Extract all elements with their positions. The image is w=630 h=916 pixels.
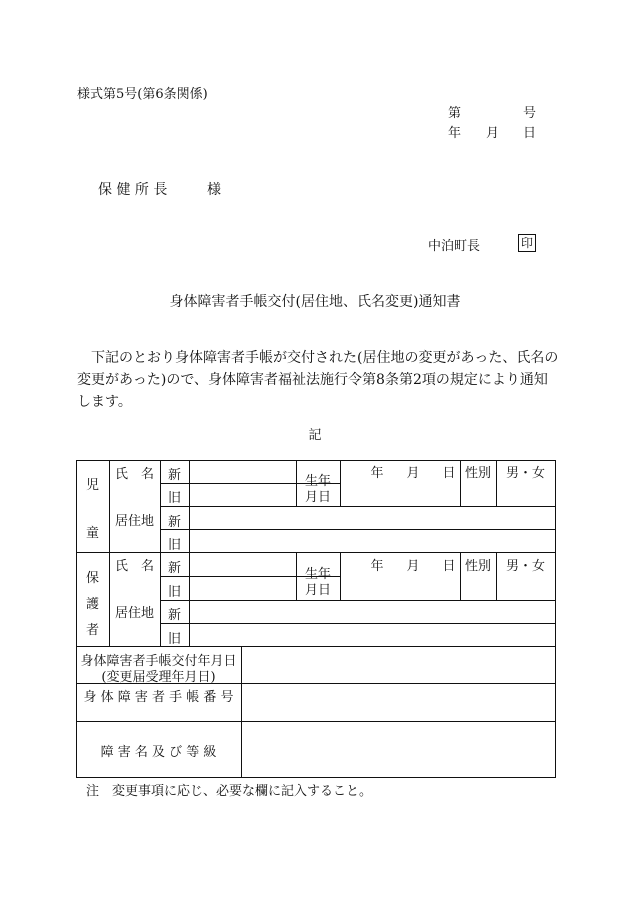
guardian-birth-label-1: 生年: [304, 567, 331, 582]
child-sex-value: 男・女: [505, 466, 545, 481]
child-label-char-2: 童: [85, 526, 99, 541]
guardian-address-label: 居住地: [114, 606, 154, 621]
table-line: [160, 506, 556, 507]
table-line: [160, 529, 556, 530]
sender-name: 中泊町長: [428, 239, 481, 254]
guardian-name-old-label: 旧: [167, 585, 181, 600]
issue-date-sublabel: (変更届受理年月日): [101, 670, 216, 685]
number-suffix: 号: [523, 106, 537, 121]
child-address-old-label: 旧: [167, 538, 181, 553]
guardian-label-char-3: 者: [85, 623, 99, 638]
footnote: 注 変更事項に応じ、必要な欄に記入すること。: [86, 784, 373, 799]
guardian-name-label: 氏 名: [114, 559, 154, 574]
guardian-birth-day: 日: [442, 559, 456, 574]
number-label: 第: [448, 106, 462, 121]
child-address-new-label: 新: [167, 515, 181, 530]
table-line: [76, 721, 556, 722]
child-name-old-label: 旧: [167, 491, 181, 506]
guardian-birth-label-2: 月日: [304, 583, 331, 598]
issue-date-label: 身体障害者手帳交付年月日: [80, 654, 237, 669]
table-line: [76, 646, 556, 647]
child-name-label: 氏 名: [114, 467, 154, 482]
date-month-label: 月: [486, 126, 500, 141]
table-line: [555, 460, 556, 778]
form-number: 様式第5号(第6条関係): [77, 87, 208, 102]
date-day-label: 日: [523, 126, 537, 141]
child-birth-year: 年: [370, 466, 384, 481]
table-line: [76, 552, 556, 553]
addressee-name: 保 健 所 長: [98, 182, 168, 198]
date-year-label: 年: [448, 126, 462, 141]
handbook-number-label: 身 体 障 害 者 手 帳 番 号: [83, 690, 234, 705]
guardian-sex-value: 男・女: [505, 559, 545, 574]
table-line: [340, 552, 341, 600]
child-birth-label-1: 生年: [304, 474, 331, 489]
guardian-address-new-label: 新: [167, 608, 181, 623]
child-sex-label: 性別: [464, 466, 491, 481]
addressee-suffix: 様: [207, 182, 221, 198]
table-line: [241, 646, 242, 778]
child-birth-day: 日: [442, 466, 456, 481]
guardian-label-char-2: 護: [85, 597, 99, 612]
disability-label: 障 害 名 及 び 等 級: [100, 745, 217, 760]
notification-table: [76, 460, 556, 778]
ki-label: 記: [308, 428, 322, 443]
guardian-label-char-1: 保: [85, 571, 99, 586]
table-line: [160, 623, 556, 624]
guardian-name-new-label: 新: [167, 561, 181, 576]
guardian-birth-month: 月: [406, 559, 420, 574]
body-text: 下記のとおり身体障害者手帳が交付された(居住地の変更があった、氏名の変更があった)ので、身体障害者福祉法施行令第8条第2項の規定により通知します。: [77, 350, 559, 410]
guardian-address-old-label: 旧: [167, 632, 181, 647]
table-line: [189, 460, 190, 646]
child-label-char-1: 児: [85, 478, 99, 493]
child-birth-label-2: 月日: [304, 490, 331, 505]
child-name-new-label: 新: [167, 468, 181, 483]
guardian-sex-label: 性別: [464, 559, 491, 574]
table-line: [160, 600, 556, 601]
child-address-label: 居住地: [114, 514, 154, 529]
seal-mark: 印: [518, 234, 536, 252]
table-line: [76, 777, 556, 778]
guardian-birth-year: 年: [370, 559, 384, 574]
table-line: [340, 460, 341, 506]
table-line: [76, 460, 556, 461]
document-title: 身体障害者手帳交付(居住地、氏名変更)通知書: [169, 294, 461, 310]
child-birth-month: 月: [406, 466, 420, 481]
